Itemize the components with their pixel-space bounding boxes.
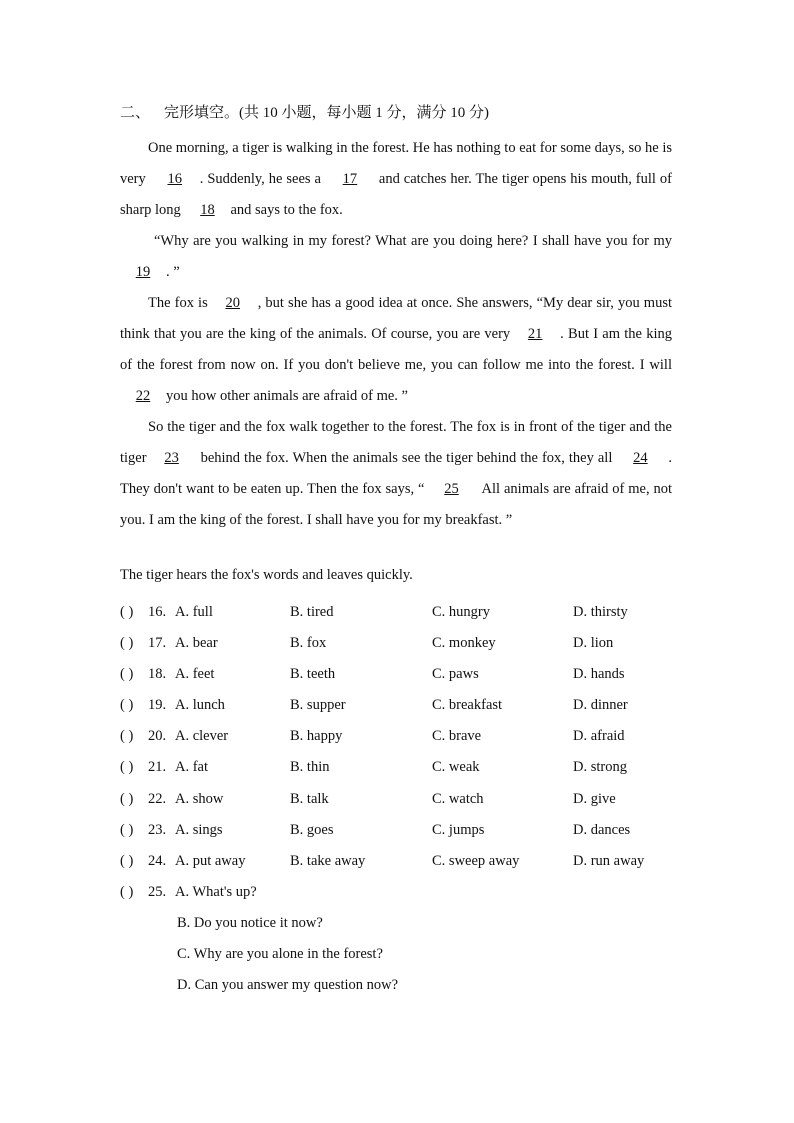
question-row [120, 691, 720, 722]
option-b: B. talk [290, 790, 329, 807]
passage-text: , but she has a good idea at once. She answers, “My dear sir, you must think that you are the king of the animals. Of course, you are very [120, 295, 672, 342]
question-number: 18. [148, 666, 167, 683]
answer-parentheses[interactable]: ( ) [120, 604, 134, 620]
answer-parentheses[interactable]: ( ) [120, 666, 134, 683]
passage-text: The fox is [148, 295, 208, 311]
passage-text: . But I am the king of the forest from now on. If you don't believe me, you can follow me into the forest. I will [120, 326, 672, 373]
question-number: 22. [148, 790, 167, 807]
blank-20: 20 [225, 295, 240, 311]
question-number: 24. [148, 852, 167, 869]
question-number: 21. [148, 759, 167, 776]
passage-text: All animals are afraid of me, not you. I am the king of the forest. I shall have you for my breakfast. ” [120, 481, 672, 528]
option-c: C. jumps [432, 821, 485, 838]
passage-text: “Why are you walking in my forest? What are you doing here? I shall have you for my [154, 233, 672, 249]
blank-24: 24 [633, 450, 648, 466]
option-d: D. give [573, 790, 616, 807]
option-b: B. fox [290, 635, 327, 652]
question-number: 20. [148, 728, 167, 745]
option-a: A. put away [175, 852, 246, 869]
closing-sentence: The tiger hears the fox's words and leaves quickly. [120, 567, 413, 583]
blank-19: 19 [135, 264, 151, 280]
question-number: 23. [148, 821, 167, 838]
option-b: B. teeth [290, 666, 336, 683]
blank-25: 25 [444, 481, 459, 497]
paragraph-4 [120, 412, 672, 536]
question-list [120, 598, 720, 1002]
option-c: C. brave [432, 728, 482, 745]
passage-text: and catches her. The tiger opens his mouth, full of sharp long [120, 171, 672, 218]
option-b: B. goes [290, 821, 334, 838]
section-heading [120, 101, 489, 122]
question-row [120, 847, 720, 878]
passage-text: . They don't want to be eaten up. Then the fox says, “ [120, 450, 672, 497]
option-d: D. dances [573, 821, 631, 838]
option-d: D. dinner [573, 697, 628, 714]
option-a: A. fat [175, 759, 209, 776]
option-c: C. weak [432, 759, 480, 776]
option-a: A. clever [175, 728, 229, 745]
option-b: B. happy [290, 728, 343, 745]
answer-parentheses[interactable]: ( ) [120, 728, 134, 745]
blank-21: 21 [527, 326, 543, 342]
option-a: A. feet [175, 666, 215, 683]
question-number: 19. [148, 697, 167, 714]
option-b: B. tired [290, 604, 334, 620]
option-a: A. show [175, 790, 224, 807]
question-row-25 [120, 878, 720, 909]
answer-parentheses[interactable]: ( ) [120, 883, 134, 900]
section-number: 二、 [120, 105, 151, 121]
passage-text: you how other animals are afraid of me. ” [166, 388, 408, 404]
option-b: B. supper [290, 697, 346, 714]
blank-16: 16 [167, 171, 182, 187]
paragraph-3 [120, 288, 672, 412]
passage-text: One morning, a tiger is walking in the forest. He has nothing to eat for some days, so he is very [120, 140, 672, 187]
answer-parentheses[interactable]: ( ) [120, 790, 134, 807]
answer-parentheses[interactable]: ( ) [120, 821, 134, 838]
answer-parentheses[interactable]: ( ) [120, 852, 134, 869]
blank-23: 23 [164, 450, 179, 466]
passage-text: behind the fox. When the animals see the tiger behind the fox, they all [196, 450, 613, 466]
option-b: B. Do you notice it now? [177, 914, 323, 931]
blank-22: 22 [135, 388, 151, 404]
question-row [120, 722, 720, 753]
option-a: A. sings [175, 821, 223, 838]
option-d: D. thirsty [573, 604, 628, 620]
blank-18: 18 [200, 202, 215, 218]
question-number: 16. [148, 604, 167, 620]
section-title: 完形填空。(共 10 小题，每小题 1 分，满分 10 分) [164, 105, 490, 121]
option-b: B. take away [290, 852, 366, 869]
option-c: C. watch [432, 790, 484, 807]
paragraph-1 [120, 133, 672, 226]
question-row [120, 598, 720, 629]
option-b: B. thin [290, 759, 330, 776]
option-a: A. full [175, 604, 213, 620]
option-d: D. afraid [573, 728, 625, 745]
blank-17: 17 [342, 171, 358, 187]
option-a: A. bear [175, 635, 218, 652]
question-row [120, 629, 720, 660]
option-c: C. sweep away [432, 852, 520, 869]
option-c: C. breakfast [432, 697, 503, 714]
cloze-passage [120, 133, 672, 536]
question-row [120, 816, 720, 847]
question-number: 25. [148, 883, 167, 900]
option-d: D. Can you answer my question now? [177, 977, 399, 994]
passage-text: . Suddenly, he sees a [199, 171, 325, 187]
question-row [120, 785, 720, 816]
option-d: D. run away [573, 852, 645, 869]
answer-parentheses[interactable]: ( ) [120, 697, 134, 714]
answer-parentheses[interactable]: ( ) [120, 635, 134, 652]
paragraph-2 [120, 226, 672, 288]
option-d: D. lion [573, 635, 614, 652]
passage-text: and says to the fox. [230, 202, 343, 218]
question-number: 17. [148, 635, 167, 652]
option-d: D. strong [573, 759, 627, 776]
question-row [120, 753, 720, 784]
option-c: C. Why are you alone in the forest? [177, 946, 383, 963]
option-c: C. paws [432, 666, 479, 683]
option-a: A. lunch [175, 697, 225, 714]
option-c: C. hungry [432, 604, 490, 620]
option-a: A. What's up? [175, 883, 257, 900]
passage-text: . ” [166, 264, 180, 280]
answer-parentheses[interactable]: ( ) [120, 759, 134, 776]
option-d: D. hands [573, 666, 625, 683]
passage-text: So the tiger and the fox walk together to the forest. The fox is in front of the tiger and the tiger [120, 419, 672, 466]
option-c: C. monkey [432, 635, 496, 652]
question-row [120, 660, 720, 691]
